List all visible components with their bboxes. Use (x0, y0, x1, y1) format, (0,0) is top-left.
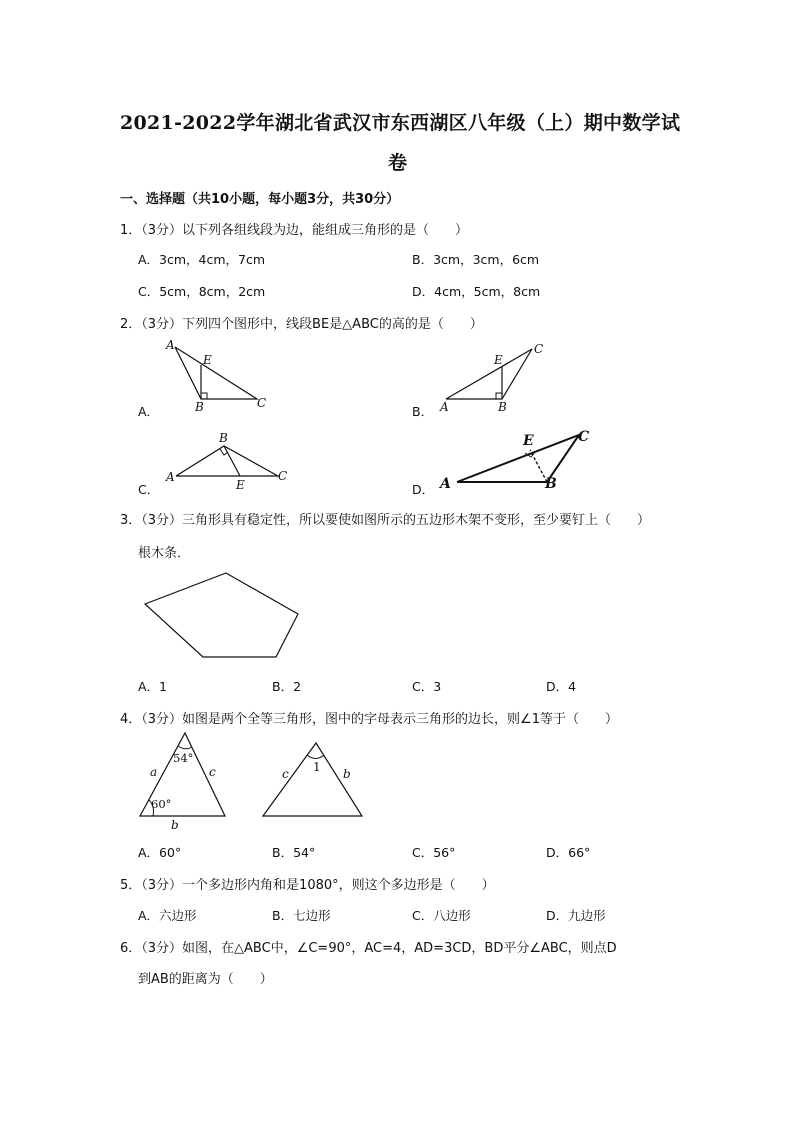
question-5-option-c: C．八边形 (412, 908, 471, 923)
question-3-pentagon-figure (140, 568, 310, 668)
side-label-a: a (150, 765, 158, 779)
point-label-a: A (440, 476, 451, 492)
point-label-e: E (203, 353, 212, 367)
question-2-option-d-label: D． (412, 482, 435, 497)
point-label-b: B (498, 400, 507, 414)
question-2-figure-b (430, 335, 560, 415)
page-title: 2021-2022学年湖北省武汉市东西湖区八年级（上）期中数学试 (120, 112, 681, 134)
question-5-stem: 5．（3分）一个多边形内角和是1080°，则这个多边形是（ ） (120, 878, 495, 893)
question-2-figure-c (160, 428, 300, 498)
point-label-b: B (219, 431, 228, 445)
point-label-c: C (257, 396, 267, 410)
angle-label-60: 60° (151, 797, 172, 811)
point-label-e: E (236, 478, 245, 492)
question-2-stem: 2．（3分）下列四个图形中，线段BE是△ABC的高的是（ ） (120, 317, 483, 332)
point-label-b: B (195, 400, 204, 414)
point-label-e: E (523, 433, 534, 449)
question-4-triangle-right (258, 738, 368, 823)
side-label-c: c (282, 767, 289, 781)
question-4-option-b: B．54° (272, 845, 316, 860)
question-3-stem-continued: 根木条． (138, 546, 191, 561)
question-3-option-c: C．3 (412, 679, 442, 694)
question-2-option-c-label: C． (138, 482, 160, 497)
point-label-c: C (278, 469, 288, 483)
page-title-continued: 卷 (388, 152, 408, 174)
question-5-option-d: D．九边形 (546, 908, 606, 923)
point-label-a: A (166, 338, 175, 352)
point-label-a: A (440, 400, 449, 414)
question-2-option-b-label: B． (412, 404, 434, 419)
question-4-option-d: D．66° (546, 845, 591, 860)
point-label-c: C (578, 429, 590, 445)
question-4-option-a: A．60° (138, 845, 182, 860)
question-1-option-a: A．3cm，4cm，7cm (138, 252, 266, 267)
question-5-option-b: B．七边形 (272, 908, 331, 923)
angle-label-54: 54° (173, 751, 194, 765)
question-4-stem: 4．（3分）如图是两个全等三角形，图中的字母表示三角形的边长，则∠1等于（ ） (120, 712, 618, 727)
question-3-option-d: D．4 (546, 679, 577, 694)
side-label-b: b (171, 818, 179, 832)
question-6-stem: 6．（3分）如图，在△ABC中，∠C=90°，AC=4，AD=3CD，BD平分∠ABC，则点D (120, 941, 617, 956)
point-label-e: E (494, 353, 503, 367)
side-label-b: b (343, 767, 351, 781)
question-4-triangle-left (135, 728, 235, 833)
question-3-stem: 3．（3分）三角形具有稳定性，所以要使如图所示的五边形木架不变形，至少要钉上（ ） (120, 513, 651, 528)
point-label-c: C (534, 342, 544, 356)
question-2-figure-a (155, 335, 285, 415)
question-3-option-b: B．2 (272, 679, 302, 694)
question-1-stem: 1．（3分）以下列各组线段为边，能组成三角形的是（ ） (120, 223, 469, 238)
point-label-a: A (166, 470, 175, 484)
question-1-option-b: B．3cm，3cm，6cm (412, 252, 540, 267)
question-6-stem-continued: 到AB的距离为（ ） (138, 972, 273, 987)
question-1-option-d: D．4cm，5cm，8cm (412, 284, 541, 299)
point-label-b: B (545, 476, 557, 492)
question-4-option-c: C．56° (412, 845, 456, 860)
section-header: 一、选择题（共10小题，每小题3分，共30分） (120, 192, 400, 207)
question-3-option-a: A．1 (138, 679, 168, 694)
question-1-option-c: C．5cm，8cm，2cm (138, 284, 266, 299)
question-2-option-a-label: A． (138, 404, 160, 419)
question-5-option-a: A．六边形 (138, 908, 197, 923)
angle-label-1: 1 (313, 760, 321, 774)
side-label-c: c (209, 765, 216, 779)
question-2-figure-d (435, 425, 605, 495)
